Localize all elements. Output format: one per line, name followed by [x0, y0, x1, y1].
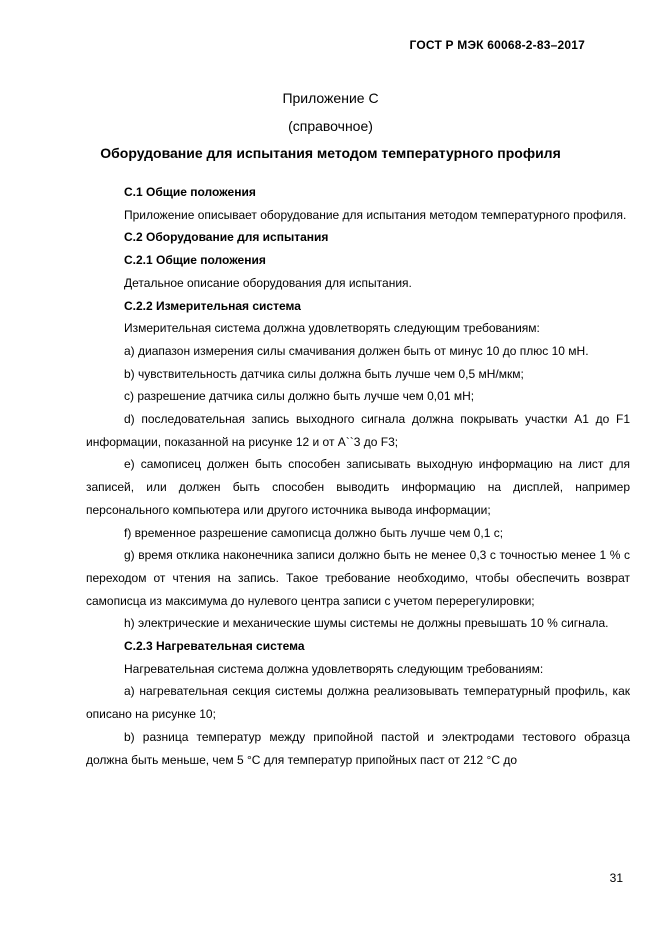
- list-item: d) последовательная запись выходного сигнала должна покрывать участки A1 до F1 информации, показанной на рисунке 12 и от A``3 до F3;: [86, 412, 630, 449]
- section-heading: С.2 Оборудование для испытания: [124, 230, 329, 245]
- page-number: 31: [609, 871, 623, 885]
- list-item: e) самописец должен быть способен записывать выходную информацию на лист для записей, или должен быть способен выводить информацию на дисплей, например персонального компьютера или другого источника вывода информации;: [86, 457, 630, 517]
- document-header: ГОСТ Р МЭК 60068-2-83–2017: [409, 38, 585, 52]
- paragraph: Приложение описывает оборудование для испытания методом температурного профиля.: [124, 207, 627, 222]
- list-item: g) время отклика наконечника записи должно быть не менее 0,3 с точностью менее 1 % с переходом от чтения на запись. Такое требование необходимо, чтобы обеспечить возврат самописца из максимума до нулевого центра записи с учетом перерегулировки;: [86, 548, 630, 608]
- section-heading: С.2.1 Общие положения: [124, 253, 266, 268]
- list-item: b) разница температур между припойной пастой и электродами тестового образца должна быть меньше, чем 5 °С для температур припойных паст от 212 °С до: [86, 729, 630, 767]
- paragraph: Детальное описание оборудования для испытания.: [124, 275, 412, 290]
- list-item: a) нагревательная секция системы должна реализовывать температурный профиль, как описано на рисунке 10;: [86, 684, 630, 722]
- list-item: a) диапазон измерения силы смачивания должен быть от минус 10 до плюс 10 мН.: [124, 343, 589, 358]
- section-heading: С.1 Общие положения: [124, 185, 256, 199]
- list-item: f) временное разрешение самописца должно быть лучше чем 0,1 с;: [124, 525, 504, 540]
- appendix-heading: Оборудование для испытания методом температурного профиля: [100, 145, 561, 161]
- section-heading: С.2.3 Нагревательная система: [124, 639, 305, 654]
- paragraph: Нагревательная система должна удовлетворять следующим требованиям:: [124, 661, 544, 676]
- appendix-status: (справочное): [288, 118, 373, 134]
- appendix-title: Приложение С: [282, 90, 379, 106]
- list-item: h) электрические и механические шумы системы не должны превышать 10 % сигнала.: [124, 616, 609, 631]
- list-item: c) разрешение датчика силы должно быть лучше чем 0,01 мН;: [124, 389, 475, 404]
- paragraph: Измерительная система должна удовлетворять следующим требованиям:: [124, 321, 540, 336]
- list-item: b) чувствительность датчика силы должна быть лучше чем 0,5 мН/мкм;: [124, 366, 524, 381]
- section-heading: С.2.2 Измерительная система: [124, 298, 301, 313]
- document-body: [86, 181, 630, 771]
